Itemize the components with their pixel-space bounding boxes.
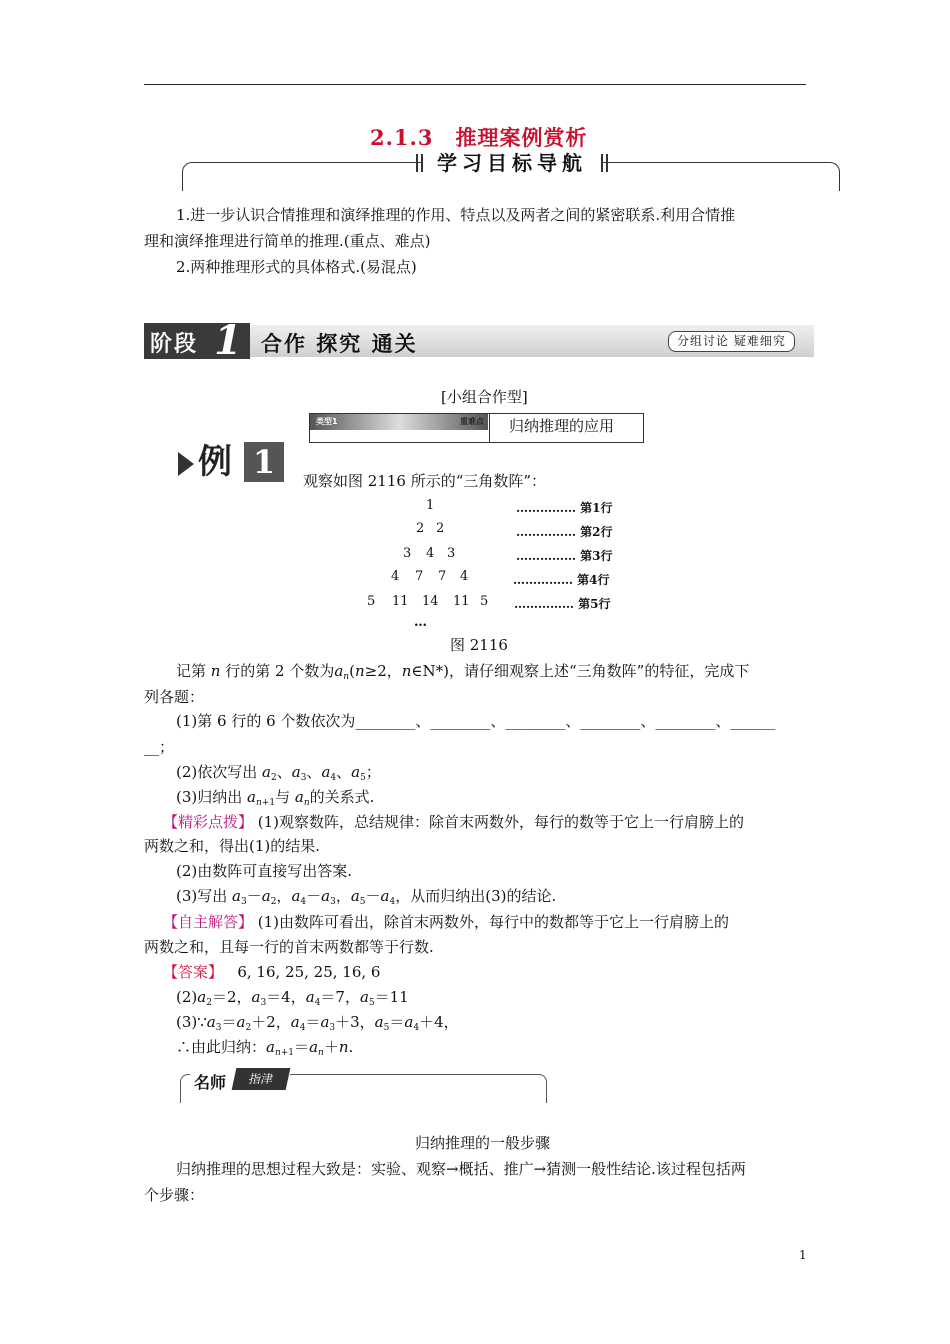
triangle-num: 5 bbox=[367, 594, 376, 609]
type-box bbox=[309, 413, 644, 443]
nav-banner-label: 学习目标导航 bbox=[422, 152, 602, 178]
question-1: (1)第 6 行的 6 个数依次为________、________、________、________、________、______ bbox=[176, 712, 776, 730]
answer-line-1: 【答案】 6, 16, 25, 25, 16, 6 bbox=[163, 963, 381, 981]
example-number: 1 bbox=[244, 442, 284, 482]
stage-number: 1 bbox=[214, 317, 242, 364]
mentor-label: 名师 bbox=[194, 1073, 227, 1092]
triangle-num: 2 bbox=[416, 521, 425, 536]
summary-line-2: 个步骤： bbox=[144, 1186, 205, 1204]
mentor-tag: 指津 bbox=[232, 1068, 291, 1090]
triangle-row-label: …………… 第4行 bbox=[513, 573, 610, 587]
triangle-num: 7 bbox=[438, 569, 447, 584]
triangle-arrow-icon bbox=[178, 452, 194, 476]
stage-banner bbox=[144, 317, 814, 364]
example-word: 例 bbox=[198, 442, 232, 482]
answer-line-2: $(2)a_2=2$，$a_3=4$，$a_4=7$，$a_5=11$ bbox=[176, 988, 409, 1008]
question-2: (2)依次写出 $a_2$、$a_3$、$a_4$、$a_5$； bbox=[176, 763, 381, 783]
triangle-row-label: …………… 第1行 bbox=[516, 501, 613, 515]
page-number: 1 bbox=[799, 1248, 807, 1262]
top-rule bbox=[144, 84, 806, 85]
triangle-num: 11 bbox=[453, 594, 470, 609]
self-answer-label: 【自主解答】 bbox=[163, 913, 254, 931]
triangle-num: 2 bbox=[436, 521, 445, 536]
example-badge bbox=[178, 440, 286, 486]
self-answer-line-2: 两数之和，且每一行的首末两数都等于行数. bbox=[144, 938, 434, 956]
tip-line-4: (3)写出 $a_3-a_2$，$a_4-a_3$，$a_5-a_4$，从而归纳出(3)的结论. bbox=[176, 887, 557, 907]
body-line-1: 记第 n 行的第 2 个数为$a_n(n\ge 2$，n∈N*)，请仔细观察上述“三角数阵”的特征，完成下 bbox=[176, 662, 750, 682]
answer-line-4: ∴由此归纳：$a_{n+1}=a_n+n$. bbox=[176, 1038, 354, 1058]
triangle-row-label: …………… 第2行 bbox=[516, 525, 613, 539]
objective-line-2: 理和演绎推理进行简单的推理.(重点、难点) bbox=[144, 232, 431, 250]
triangle-num: 1 bbox=[426, 498, 435, 513]
answer-label: 【答案】 bbox=[163, 963, 224, 981]
tip-line-3: (2)由数阵可直接写出答案. bbox=[176, 862, 353, 880]
objective-line-1: 1.进一步认识合情推理和演绎推理的作用、特点以及两者之间的紧密联系.利用合情推 bbox=[176, 206, 736, 224]
triangle-num: 3 bbox=[447, 546, 456, 561]
tip-label: 【精彩点拨】 bbox=[163, 813, 254, 831]
triangle-num: 5 bbox=[480, 594, 489, 609]
type-box-left-label: 类型1 bbox=[316, 417, 338, 426]
question-3: (3)归纳出 $a_{n+1}$与 $a_n$的关系式. bbox=[176, 788, 375, 808]
triangle-num: 14 bbox=[422, 594, 439, 609]
stage-title: 合作 探究 通关 bbox=[261, 332, 418, 356]
objective-line-3: 2.两种推理形式的具体格式.(易混点) bbox=[176, 258, 417, 276]
body-line-2: 列各题： bbox=[144, 688, 205, 706]
tip-line-2: 两数之和，得出(1)的结果. bbox=[144, 837, 321, 855]
type-box-name: 归纳推理的应用 bbox=[509, 417, 615, 435]
mentor-banner bbox=[180, 1068, 547, 1102]
triangle-num: 3 bbox=[403, 546, 412, 561]
triangle-continuation: … bbox=[414, 615, 427, 630]
self-answer-line-1: 【自主解答】 (1)由数阵可看出，除首末两数外，每行中的数都等于它上一行肩膀上的 bbox=[163, 913, 730, 931]
triangle-num: 4 bbox=[460, 569, 469, 584]
triangle-row-label: …………… 第3行 bbox=[516, 549, 613, 563]
group-type-label: [小组合作型] bbox=[441, 388, 528, 406]
type-box-separator bbox=[489, 414, 502, 442]
triangle-num: 4 bbox=[426, 546, 435, 561]
mentor-label-bg bbox=[190, 1068, 290, 1094]
summary-line-1: 归纳推理的思想过程大致是：实验、观察→概括、推广→猜测一般性结论.该过程包括两 bbox=[176, 1160, 746, 1178]
tip-line-1: 【精彩点拨】 (1)观察数阵，总结规律：除首末两数外，每行的数等于它上一行肩膀上的 bbox=[163, 813, 745, 831]
answer-line-3: $(3)\because a_3=a_2+2$，$a_4=a_3+3$，$a_5=a_4+4$， bbox=[176, 1013, 459, 1033]
triangle-num: 4 bbox=[391, 569, 400, 584]
stage-tag: 分组讨论 疑难细究 bbox=[668, 331, 795, 352]
stage-prefix: 阶段 bbox=[150, 332, 199, 357]
example-intro: 观察如图 2116 所示的“三角数阵”： bbox=[303, 472, 547, 490]
question-1-cont: __； bbox=[144, 738, 175, 756]
triangle-row-label: …………… 第5行 bbox=[514, 597, 611, 611]
figure-caption: 图 2116 bbox=[450, 636, 508, 654]
section-title: 2.1.3 推理案例赏析 bbox=[370, 125, 588, 150]
type-box-right-label: 重难点 bbox=[460, 417, 484, 426]
triangle-num: 11 bbox=[392, 594, 409, 609]
triangle-num: 7 bbox=[415, 569, 424, 584]
summary-title: 归纳推理的一般步骤 bbox=[415, 1134, 551, 1152]
nav-banner bbox=[182, 152, 840, 196]
